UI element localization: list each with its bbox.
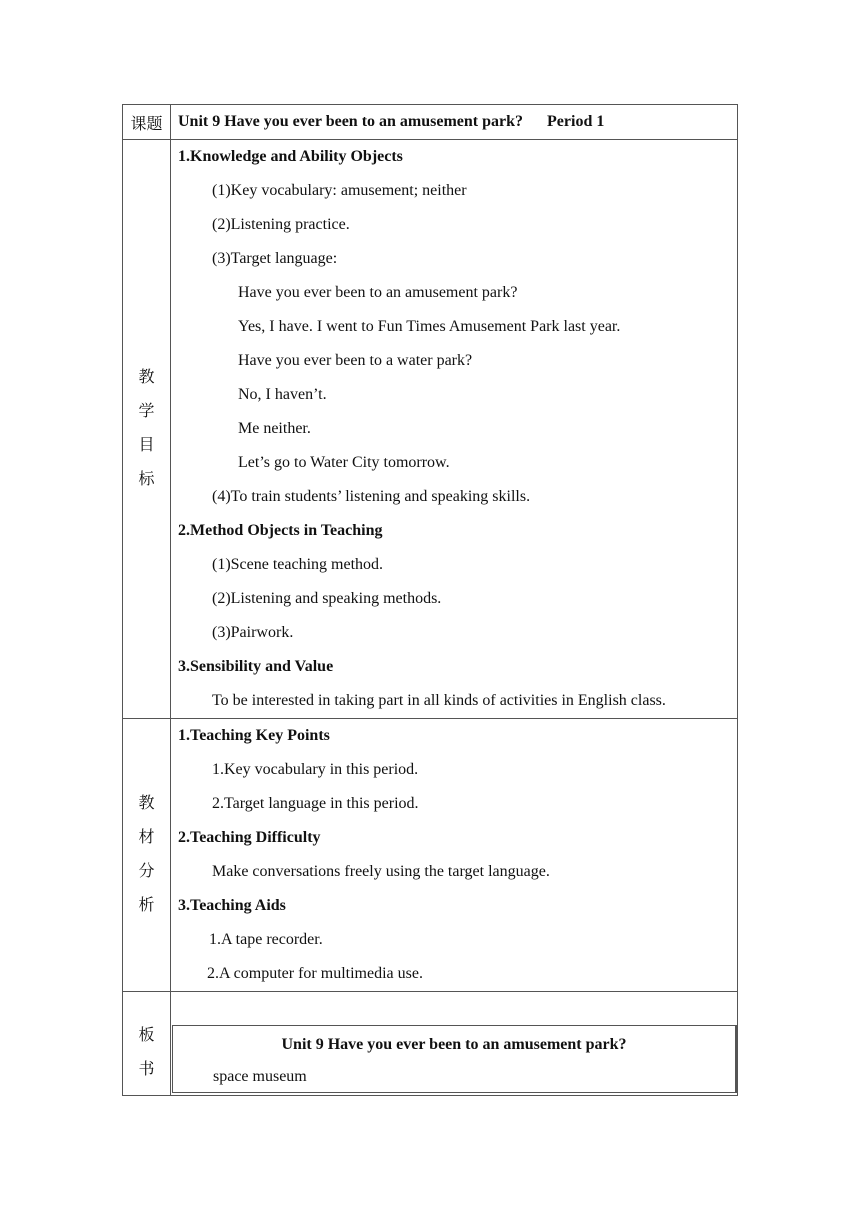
board-row — [123, 992, 738, 1096]
value-item: To be interested in taking part in all kinds of activities in English class. — [212, 692, 666, 709]
target-sentence: Yes, I have. I went to Fun Times Amusement Park last year. — [238, 318, 621, 335]
board-label-char: 板 — [138, 1026, 155, 1044]
objectives-label-char: 目 — [138, 437, 155, 454]
objectives-label-char: 教 — [138, 369, 155, 386]
objectives-content — [171, 140, 738, 719]
method-item: (1)Scene teaching method. — [212, 556, 384, 573]
analysis-label — [123, 719, 171, 992]
board-box — [172, 1025, 737, 1093]
difficulty-item: Make conversations freely using the target language. — [212, 863, 550, 880]
analysis-row — [123, 719, 738, 992]
target-sentence: Have you ever been to an amusement park? — [238, 284, 518, 301]
objectives-item: (1)Key vocabulary: amusement; neither — [212, 182, 467, 199]
lesson-plan-table — [122, 104, 738, 1096]
target-sentence: Have you ever been to a water park? — [238, 352, 473, 369]
board-label-char: 书 — [138, 1060, 155, 1078]
objectives-item: (2)Listening practice. — [212, 216, 350, 233]
objectives-heading-3: 3.Sensibility and Value — [178, 658, 334, 675]
target-sentence: No, I haven’t. — [238, 386, 327, 403]
objectives-heading-1: 1.Knowledge and Ability Objects — [178, 148, 403, 165]
title-label: 课题 — [123, 105, 171, 140]
objectives-row — [123, 140, 738, 719]
method-item: (3)Pairwork. — [212, 624, 294, 641]
analysis-heading-2: 2.Teaching Difficulty — [178, 829, 321, 846]
analysis-label-char: 分 — [138, 863, 155, 880]
objectives-item: (4)To train students’ listening and speaking skills. — [212, 488, 531, 505]
lesson-title: Unit 9 Have you ever been to an amusement park? Period 1 — [171, 105, 738, 140]
target-sentence: Let’s go to Water City tomorrow. — [238, 454, 450, 471]
title-row — [123, 105, 738, 140]
board-content — [171, 992, 738, 1096]
objectives-label-char: 标 — [138, 471, 155, 488]
objectives-item: (3)Target language: — [212, 250, 338, 267]
board-title: Unit 9 Have you ever been to an amusement park? — [281, 1036, 627, 1053]
method-item: (2)Listening and speaking methods. — [212, 590, 442, 607]
key-point-item: 2.Target language in this period. — [212, 795, 419, 812]
analysis-content — [171, 719, 738, 992]
board-line: space museum — [213, 1068, 307, 1085]
analysis-heading-1: 1.Teaching Key Points — [178, 727, 330, 744]
objectives-heading-2: 2.Method Objects in Teaching — [178, 522, 383, 539]
key-point-item: 1.Key vocabulary in this period. — [212, 761, 419, 778]
aid-item: 2.A computer for multimedia use. — [207, 965, 423, 982]
board-label — [123, 992, 171, 1096]
analysis-label-char: 材 — [138, 829, 155, 846]
analysis-heading-3: 3.Teaching Aids — [178, 897, 286, 914]
target-sentence: Me neither. — [238, 420, 311, 437]
objectives-label-char: 学 — [138, 403, 155, 420]
aid-item: 1.A tape recorder. — [209, 931, 323, 948]
analysis-label-char: 教 — [138, 795, 155, 812]
objectives-label — [123, 140, 171, 719]
analysis-label-char: 析 — [138, 897, 155, 914]
